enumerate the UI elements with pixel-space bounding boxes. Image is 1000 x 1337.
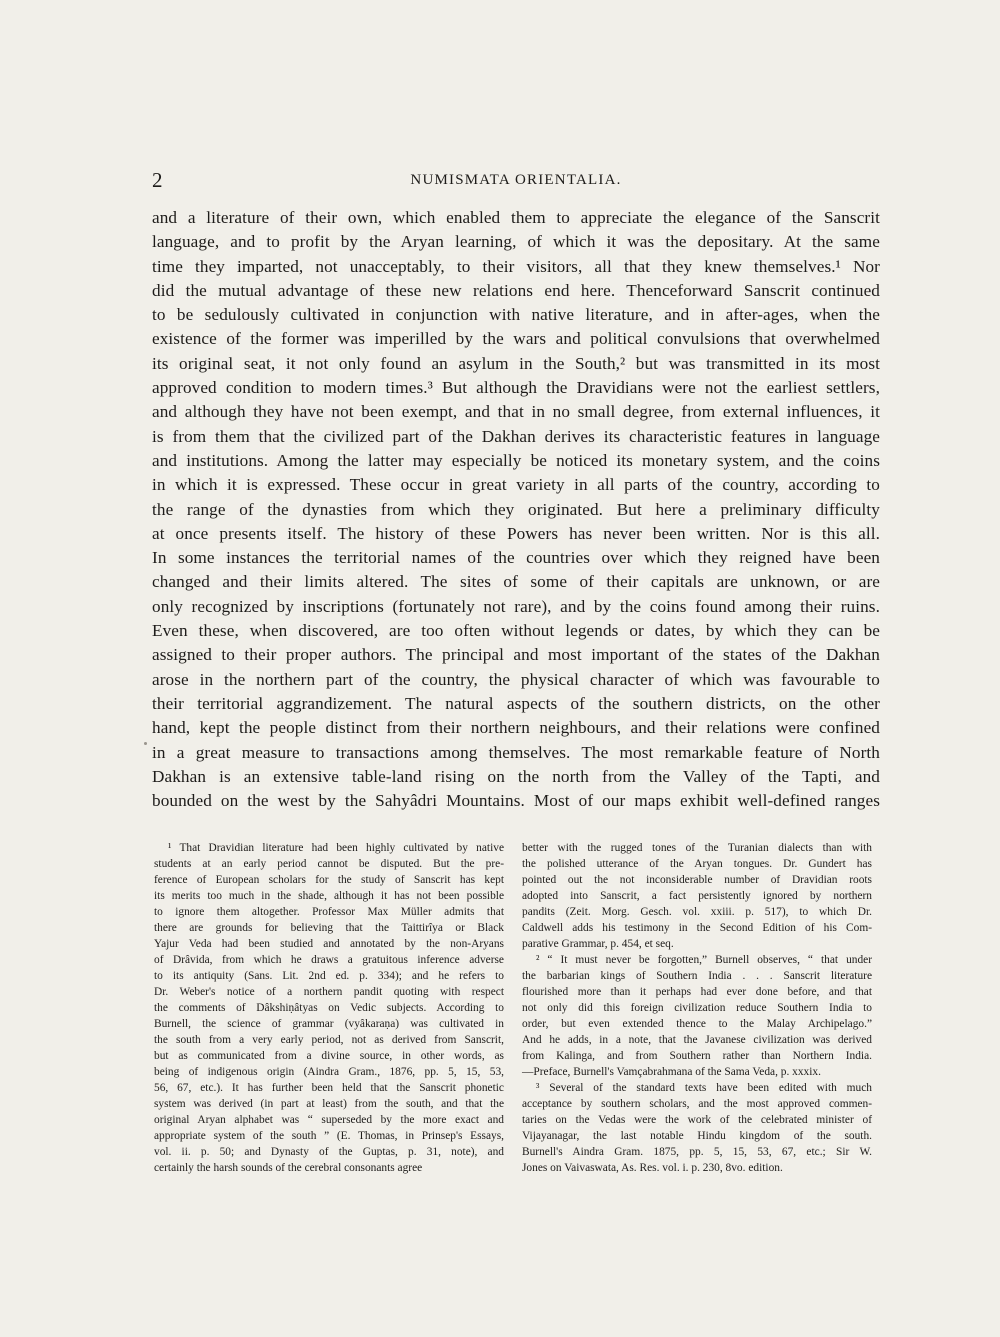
body-line: and although they have not been exempt, and that in no small degree, from external influences, it <box>152 402 880 422</box>
body-line: to be sedulously cultivated in conjunction with native literature, and in after-ages, when the <box>152 305 880 325</box>
footnote-line: Burnell's Aindra Gram. 1875, pp. 5, 15, 53, 67, etc.; Sir W. <box>522 1146 872 1158</box>
footnote-line: students at an early period cannot be disputed. But the pre- <box>154 858 504 870</box>
footnote-line: flourished more than it perhaps had ever done before, and that <box>522 986 872 998</box>
footnote-line: but as communicated from a divine source, in other words, as <box>154 1050 504 1062</box>
body-line: its original seat, it not only found an asylum in the South,² but was transmitted in its most <box>152 353 880 373</box>
footnote-line: there are grounds for believing that the Taittirîya or Black <box>154 922 504 934</box>
footnote-line: acceptance by southern scholars, and the most approved commen- <box>522 1098 872 1110</box>
body-line: approved condition to modern times.³ But although the Dravidians were not the earliest settlers, <box>152 378 880 398</box>
body-line: did the mutual advantage of these new relations end here. Thenceforward Sanscrit continued <box>152 280 880 300</box>
footnote-line: being of indigenous origin (Aindra Gram., 1876, pp. 5, 15, 53, <box>154 1066 504 1078</box>
body-line: assigned to their proper authors. The principal and most important of the states of the Dakhan <box>152 645 880 665</box>
body-line: only recognized by inscriptions (fortunately not rare), and by the coins found among their ruins. <box>152 596 880 616</box>
footnote-line: And he adds, in a note, that the Javanese civilization was derived <box>522 1034 872 1046</box>
footnote-line: vol. ii. p. 50; and Dynasty of the Guptas, p. 31, note), and <box>154 1146 504 1158</box>
footnotes <box>152 840 880 1174</box>
footnote-line: the south from a very early period, not as derived from Sanscrit, <box>154 1034 504 1046</box>
footnote-line: parative Grammar, p. 454, et seq. <box>522 938 674 950</box>
body-line: their territorial aggrandizement. The natural aspects of the southern districts, on the other <box>152 693 880 713</box>
body-line: existence of the former was imperilled by the wars and political convulsions that overwhelmed <box>152 329 880 349</box>
running-head <box>152 168 880 192</box>
footnote-line: taries on the Vedas were the work of the celebrated minister of <box>522 1114 872 1126</box>
page-title: NUMISMATA ORIENTALIA. <box>410 172 622 188</box>
footnote-line: of Drâvida, from which he draws a gratuitous inference adverse <box>154 954 504 966</box>
footnote-line: Dr. Weber's notice of a northern pandit quoting with respect <box>154 986 504 998</box>
footnote-line: Vijayanagar, the last notable Hindu kingdom of the south. <box>522 1130 872 1142</box>
page-number: 2 <box>152 168 163 192</box>
body-line: Dakhan is an extensive table-land rising on the north from the Valley of the Tapti, and <box>152 766 880 786</box>
body-line: and institutions. Among the latter may especially be noticed its monetary system, and the coins <box>152 450 880 470</box>
body-line: In some instances the territorial names of the countries over which they reigned have been <box>152 548 880 568</box>
footnote-line: system was derived (in part at least) from the south, and that the <box>154 1098 504 1110</box>
body-line: hand, kept the people distinct from their northern neighbours, and their relations were confined <box>152 718 880 738</box>
footnote-line: better with the rugged tones of the Turanian dialects than with <box>522 842 872 854</box>
footnote-line: to ignore them altogether. Professor Max Müller admits that <box>154 906 504 918</box>
footnote-line: to its antiquity (Sans. Lit. 2nd ed. p. 334); and he refers to <box>154 970 504 982</box>
footnote-line: original Aryan alphabet was “ superseded by the more exact and <box>154 1114 504 1126</box>
footnote-line: the barbarian kings of Southern India . . . Sanscrit literature <box>522 970 872 982</box>
footnote-line: ¹ That Dravidian literature had been highly cultivated by native <box>168 842 504 854</box>
footnote-line: ³ Several of the standard texts have been edited with much <box>536 1082 872 1094</box>
footnote-line: Jones on Vaivaswata, As. Res. vol. i. p. 230, 8vo. edition. <box>522 1162 783 1174</box>
footnotes-left-column <box>154 840 504 1176</box>
footnote-line: —Preface, Burnell's Vamçabrahmana of the Sama Veda, p. xxxix. <box>522 1066 821 1078</box>
footnote-line: pandits (Zeit. Morg. Gesch. vol. xxiii. p. 517), to which Dr. <box>522 906 872 918</box>
footnote-line: ference of European scholars for the study of Sanscrit has kept <box>154 874 504 886</box>
footnote-line: Caldwell adds his testimony in the Second Edition of his Com- <box>522 922 872 934</box>
body-line: the range of the dynasties from which they originated. But here a preliminary difficulty <box>152 499 880 519</box>
footnote-line: ² “ It must never be forgotten,” Burnell observes, “ that under <box>536 954 872 966</box>
footnote-line: certainly the harsh sounds of the cerebral consonants agree <box>154 1162 423 1174</box>
body-line: in a great measure to transactions among themselves. The most remarkable feature of North <box>152 742 880 762</box>
margin-mark <box>144 742 147 745</box>
footnote-line: the comments of Dâkshiṇâtyas on Vedic subjects. According to <box>154 1002 504 1014</box>
body-line: at once presents itself. The history of these Powers has never been written. Nor is this all. <box>152 523 880 543</box>
body-line: Even these, when discovered, are too often without legends or dates, by which they can be <box>152 621 880 641</box>
body-line: is from them that the civilized part of the Dakhan derives its characteristic features in language <box>152 426 880 446</box>
body-line: language, and to profit by the Aryan learning, of which it was the depositary. At the same <box>152 232 880 252</box>
body-line: arose in the northern part of the country, the physical character of which was favourable to <box>152 669 880 689</box>
footnote-line: pointed out the not inconsiderable number of Dravidian roots <box>522 874 872 886</box>
body-line: time they imparted, not unacceptably, to their visitors, all that they knew themselves.¹ Nor <box>152 256 880 276</box>
footnote-line: Burnell, the science of grammar (vyâkaraṇa) was cultivated in <box>154 1018 504 1030</box>
body-text <box>152 206 880 813</box>
body-line: and a literature of their own, which enabled them to appreciate the elegance of the Sanscrit <box>152 208 880 227</box>
footnote-line: Yajur Veda had been studied and annotated by the non-Aryans <box>154 938 504 950</box>
footnotes-right-column <box>522 840 872 1176</box>
body-line: in which it is expressed. These occur in great variety in all parts of the country, according to <box>152 475 880 495</box>
body-line: bounded on the west by the Sahyâdri Mountains. Most of our maps exhibit well-defined ranges <box>152 791 880 811</box>
footnote-line: adopted into Sanscrit, a fact persistently ignored by northern <box>522 890 872 902</box>
footnote-line: appropriate system of the south ” (E. Thomas, in Prinsep's Essays, <box>154 1130 504 1142</box>
footnote-line: from Kalinga, and from Southern rather than Northern India. <box>522 1050 872 1062</box>
body-line: changed and their limits altered. The sites of some of their capitals are unknown, or are <box>152 572 880 592</box>
footnote-line: 56, 67, etc.). It has further been held that the Sanscrit phonetic <box>154 1082 504 1094</box>
footnote-line: the polished utterance of the Aryan tongues. Dr. Gundert has <box>522 858 872 870</box>
footnote-line: order, but even extended thence to the Malay Archipelago.” <box>522 1018 872 1030</box>
footnote-line: its merits too much in the shade, although it has not been possible <box>154 890 504 902</box>
footnote-line: not only did this foreign civilization reduce Southern India to <box>522 1002 872 1014</box>
